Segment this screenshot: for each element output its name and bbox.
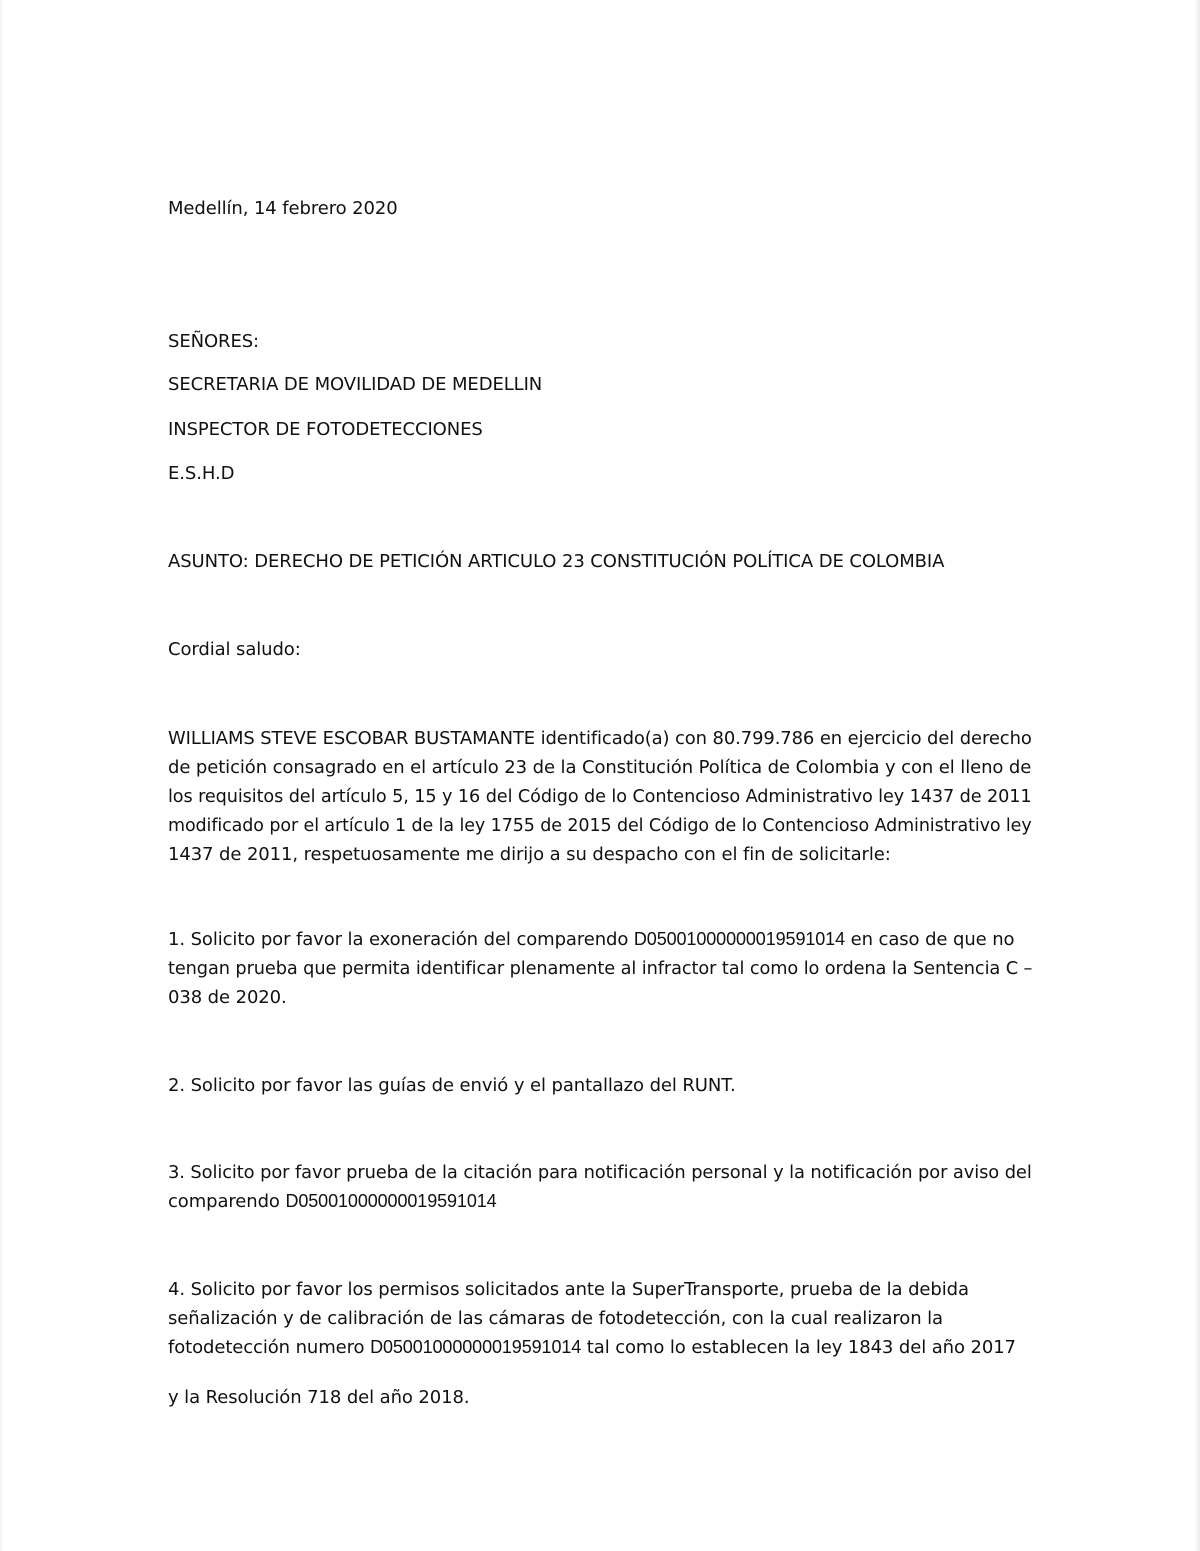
request-item-1 bbox=[168, 925, 1032, 1012]
request-item-4 bbox=[168, 1275, 1032, 1362]
request-3-line-2 bbox=[168, 1187, 1032, 1216]
request-1-line-2: tengan prueba que permita identificar plenamente al infractor tal como lo ordena la Sentencia C – bbox=[168, 958, 1033, 979]
recipient-salutation: SEÑORES: bbox=[168, 331, 260, 352]
intro-line-2: de petición consagrado en el artículo 23 de la Constitución Política de Colombia y con el lleno de bbox=[168, 757, 1032, 778]
intro-line-1: WILLIAMS STEVE ESCOBAR BUSTAMANTE identificado(a) con 80.799.786 en ejercicio del derecho bbox=[168, 728, 1032, 749]
request-4-text-pre: fotodetección numero bbox=[168, 1337, 371, 1358]
intro-line-5: 1437 de 2011, respetuosamente me dirijo a su despacho con el fin de solicitarle: bbox=[168, 844, 891, 865]
request-3-text-pre: comparendo bbox=[168, 1191, 286, 1212]
request-4-line-2: señalización y de calibración de las cámaras de fotodetección, con la cual realizaron la bbox=[168, 1308, 943, 1329]
request-1-text-pre: 1. Solicito por favor la exoneración del comparendo bbox=[168, 929, 634, 950]
intro-line-4: modificado por el artículo 1 de la ley 1755 de 2015 del Código de lo Contencioso Administrativo ley bbox=[168, 815, 1032, 836]
recipient-line-2: INSPECTOR DE FOTODETECCIONES bbox=[168, 419, 483, 440]
place-date: Medellín, 14 febrero 2020 bbox=[168, 198, 398, 219]
fotodeteccion-code: D05001000000019591014 bbox=[370, 1337, 582, 1357]
recipient-line-3: E.S.H.D bbox=[168, 463, 235, 484]
greeting: Cordial saludo: bbox=[168, 639, 301, 660]
page-edge-left bbox=[0, 0, 4, 1551]
request-4-line-3 bbox=[168, 1333, 1032, 1362]
request-1-text-post: en caso de que no bbox=[845, 929, 1015, 950]
request-1-line-1 bbox=[168, 925, 1032, 954]
subject-line: ASUNTO: DERECHO DE PETICIÓN ARTICULO 23 CONSTITUCIÓN POLÍTICA DE COLOMBIA bbox=[168, 551, 945, 572]
request-1-line-3: 038 de 2020. bbox=[168, 987, 287, 1008]
recipient-line-1: SECRETARIA DE MOVILIDAD DE MEDELLIN bbox=[168, 374, 543, 395]
request-3-line-1: 3. Solicito por favor prueba de la citación para notificación personal y la notificación por aviso del bbox=[168, 1162, 1032, 1183]
request-4-line-1: 4. Solicito por favor los permisos solicitados ante la SuperTransporte, prueba de la debida bbox=[168, 1279, 969, 1300]
request-4-line-4: y la Resolución 718 del año 2018. bbox=[168, 1387, 470, 1408]
intro-line-3: los requisitos del artículo 5, 15 y 16 del Código de lo Contencioso Administrativo ley 1437 de 2011 bbox=[168, 786, 1032, 807]
request-item-3 bbox=[168, 1158, 1032, 1216]
request-item-2: 2. Solicito por favor las guías de envió y el pantallazo del RUNT. bbox=[168, 1075, 736, 1096]
comparendo-code: D05001000000019591014 bbox=[285, 1191, 497, 1211]
intro-paragraph bbox=[168, 724, 1032, 869]
comparendo-code: D05001000000019591014 bbox=[633, 929, 846, 949]
request-4-text-post: tal como lo establecen la ley 1843 del año 2017 bbox=[581, 1337, 1016, 1358]
page-edge-right bbox=[1194, 0, 1200, 1551]
